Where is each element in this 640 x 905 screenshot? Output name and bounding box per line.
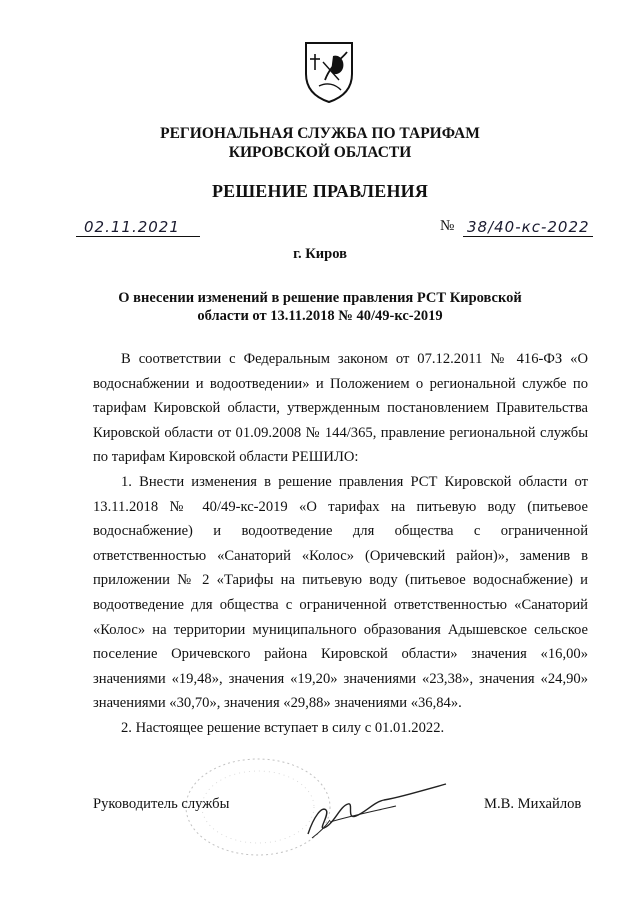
signer-title: Руководитель службы [93, 796, 230, 812]
handwritten-number: 38/40-кс-2022 [467, 218, 590, 236]
handwritten-date: 02.11.2021 [84, 218, 180, 236]
number-sign: № [440, 218, 455, 234]
signer-name: М.В. Михайлов [484, 796, 582, 812]
body-paragraph-item1: 1. Внести изменения в решение правления РСТ Кировской области от 13.11.2018 № 40/49-кс-2019 «О тарифах на питьевую воду (питьевое водоснабжение) и водоотведение для общества с ограниченной ответственностью «Санаторий «Колос» (Оричевский район)», заменив в приложении № 2 «Тарифы на питьевую воду (питьевое водоснабжение) и водоотведение для общества с ограниченной ответственностью «Санаторий «Колос» на территории муниципального образования Адышевское сельское поселение Оричевского района Кировской области» значения «16,00» значениями «19,48», значения «19,20» значениями «23,38», значения «24,90» значениями «30,70», значения «29,88» значениями «36,84». [93, 473, 588, 712]
signature-icon [300, 776, 450, 846]
document-type-title: РЕШЕНИЕ ПРАВЛЕНИЯ [211, 181, 429, 201]
subject-line2: области от 13.11.2018 № 40/49-кс-2019 [197, 308, 443, 324]
agency-name-line2: КИРОВСКОЙ ОБЛАСТИ [228, 144, 412, 161]
body-paragraph-preamble: В соответствии с Федеральным законом от 07.12.2011 № 416-ФЗ «О водоснабжении и водоотведении» и Положением о региональной службе по тарифам Кировской области, утвержденным постановлением Правительства Кировской области от 01.09.2008 № 144/365, правление региональной службы по тарифам Кировской области РЕШИЛО: [93, 351, 588, 466]
agency-name-line1: РЕГИОНАЛЬНАЯ СЛУЖБА ПО ТАРИФАМ [160, 125, 480, 142]
coat-of-arms-icon [303, 40, 355, 104]
subject-line1: О внесении изменений в решение правления РСТ Кировской [118, 290, 522, 306]
city-name: г. Киров [293, 246, 347, 262]
date-field [76, 218, 200, 237]
body-paragraph-item2: 2. Настоящее решение вступает в силу с 01.01.2022. [121, 719, 445, 736]
number-field [463, 218, 593, 237]
document-body [93, 347, 588, 741]
